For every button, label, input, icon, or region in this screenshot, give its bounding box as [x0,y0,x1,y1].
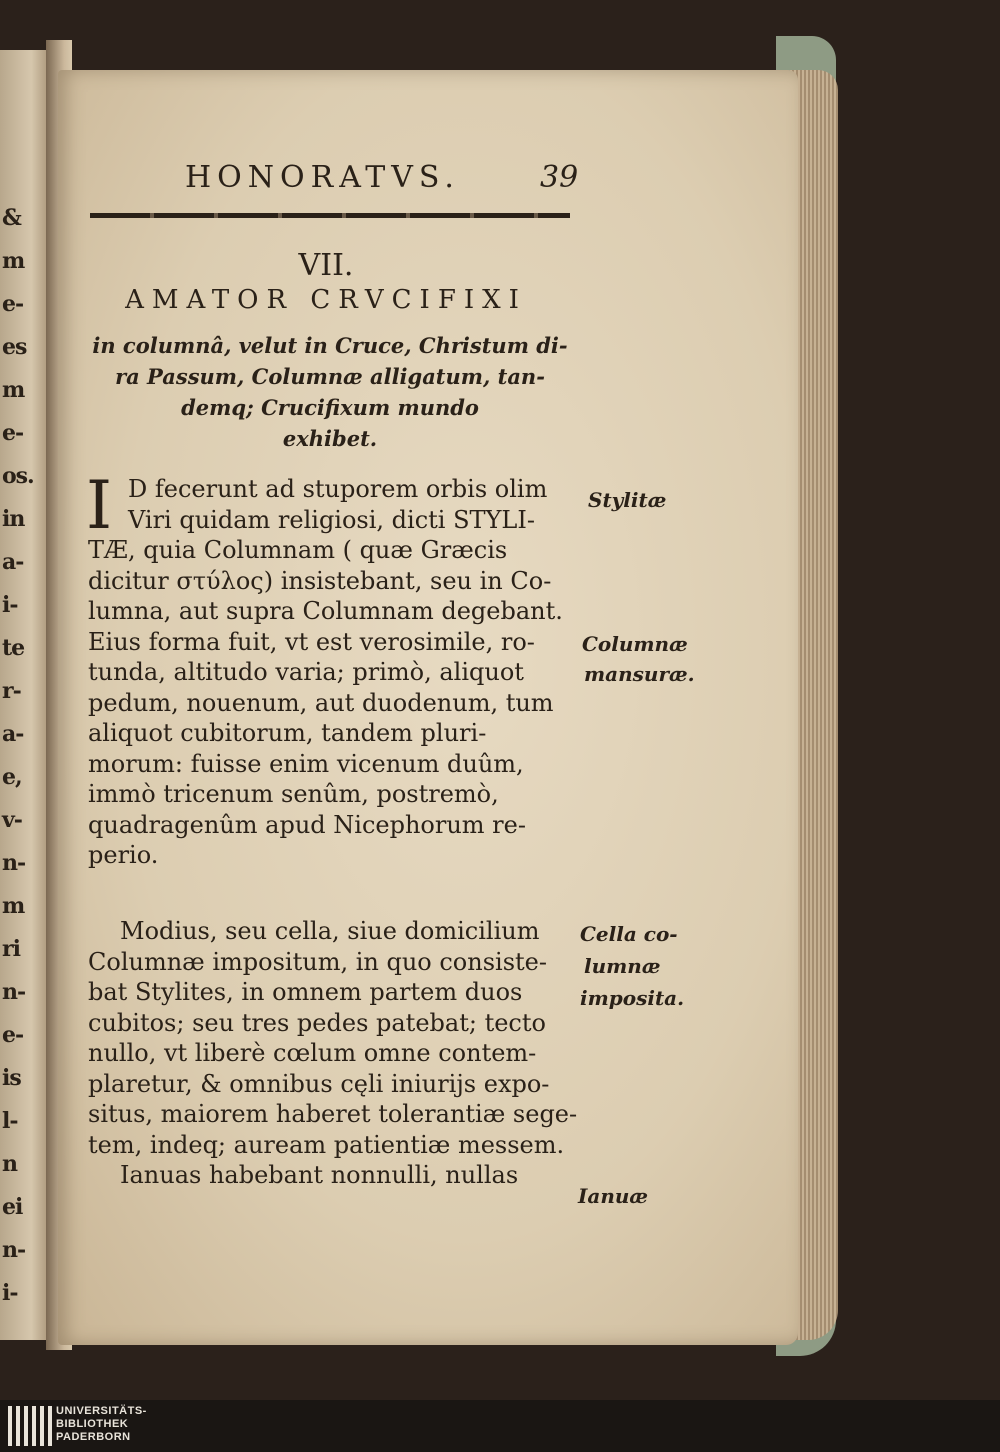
left-page-fragment: v- [2,807,22,833]
marginal-note-ianuae: Ianuæ [578,1184,649,1208]
text-line: Columnæ impositum, in quo consiste- [88,947,547,976]
summary-line: demq; Crucifixum mundo [181,395,479,420]
text-line: morum: fuisse enim vicenum duûm, [88,749,524,778]
text-line: aliquot cubitorum, tandem pluri- [88,719,487,747]
marginal-note-imposita: imposita. [580,986,685,1010]
library-logo-text [56,1405,147,1444]
library-logo-icon [8,1406,52,1446]
text-line: TÆ, quia Columnam ( quæ Græcis [88,536,508,564]
left-page-fragment: e- [2,291,24,317]
page-number: 39 [540,160,579,195]
text-line: immò tricenum senûm, postremò, [88,780,499,808]
left-page-fragment: e- [2,1022,24,1048]
left-page-fragment: & [2,205,21,231]
marginal-note-stylitae: Stylitæ [588,488,667,512]
summary-line: ra Passum, Columnæ alligatum, tan- [115,364,545,389]
text-line: Modius, seu cella, siue domicilium [120,917,540,945]
text-line: tunda, altitudo varia; primò, aliquot [88,658,524,686]
left-page-fragment: e, [2,764,22,790]
chapter-summary [90,330,570,454]
marginal-note-lumnae: lumnæ [584,954,661,978]
left-page-fragment: a- [2,549,24,575]
left-page-fragment: m [2,248,25,274]
left-page-fragment: m [2,893,25,919]
text-line: quadragenûm apud Nicephorum re- [88,810,526,839]
text-line: Ianuas habebant nonnulli, nullas [120,1161,519,1189]
chapter-number: VII. [298,248,354,283]
left-page-fragment: n- [2,850,26,876]
text-line: cubitos; seu tres pedes patebat; tecto [88,1008,546,1037]
left-page-fragment: ei [2,1194,23,1220]
left-page-fragment: es [2,334,27,360]
text-line: lumna, aut supra Columnam degebant. [88,597,563,625]
text-line: nullo, vt liberè cœlum omne contem- [88,1039,537,1067]
left-page-fragment: in [2,506,25,532]
left-page-fragment: m [2,377,25,403]
left-page-fragment: te [2,635,25,661]
left-page-fragment: n- [2,979,26,1005]
marginal-note-columnae: Columnæ [582,632,688,656]
header-rule [90,213,570,218]
text-line: plaretur, & omnibus cęli iniurijs expo- [88,1069,550,1098]
text-line: tem, indeq; auream patientiæ messem. [88,1130,565,1159]
text-line: Viri quidam religiosi, dicti STYLI- [128,505,535,534]
left-page-fragment: a- [2,721,24,747]
text-line: bat Stylites, in omnem partem duos [88,978,523,1006]
summary-line: in columnâ, velut in Cruce, Christum di- [92,333,568,358]
marginal-note-cella: Cella co- [580,922,678,946]
text-line: dicitur στύλος) insistebant, seu in Co- [88,566,552,595]
left-page-fragment: n [2,1151,17,1177]
drop-cap: I [86,467,113,544]
logo-line: PADERBORN [56,1431,131,1443]
logo-line: UNIVERSITÄTS- [56,1405,147,1417]
logo-line: BIBLIOTHEK [56,1418,129,1430]
text-line: perio. [88,841,159,869]
summary-line: exhibet. [282,426,378,451]
left-page-fragment: e- [2,420,24,446]
chapter-title: AMATOR CRVCIFIXI [125,285,527,315]
text-line: D fecerunt ad stuporem orbis olim [128,475,548,503]
viewer-footer [0,1400,1000,1452]
paragraph-1 [86,467,583,871]
left-page-fragment: is [2,1065,21,1091]
left-page-fragment: l- [2,1108,18,1134]
text-line: pedum, nouenum, aut duodenum, tum [88,688,554,717]
text-line: situs, maiorem haberet tolerantiæ sege- [88,1100,578,1128]
left-page-fragment: r- [2,678,21,704]
paragraph-2 [88,916,583,1191]
left-page-fragment: i- [2,592,18,618]
text-line: Eius forma fuit, vt est verosimile, ro- [88,627,535,656]
marginal-note-mansurae: mansuræ. [584,662,695,686]
left-page-fragment: n- [2,1237,26,1263]
left-page-fragment: ri [2,936,20,962]
running-title: HONORATVS. [185,160,460,195]
left-page-fragment: i- [2,1280,18,1306]
left-page-fragment: os. [2,463,34,489]
